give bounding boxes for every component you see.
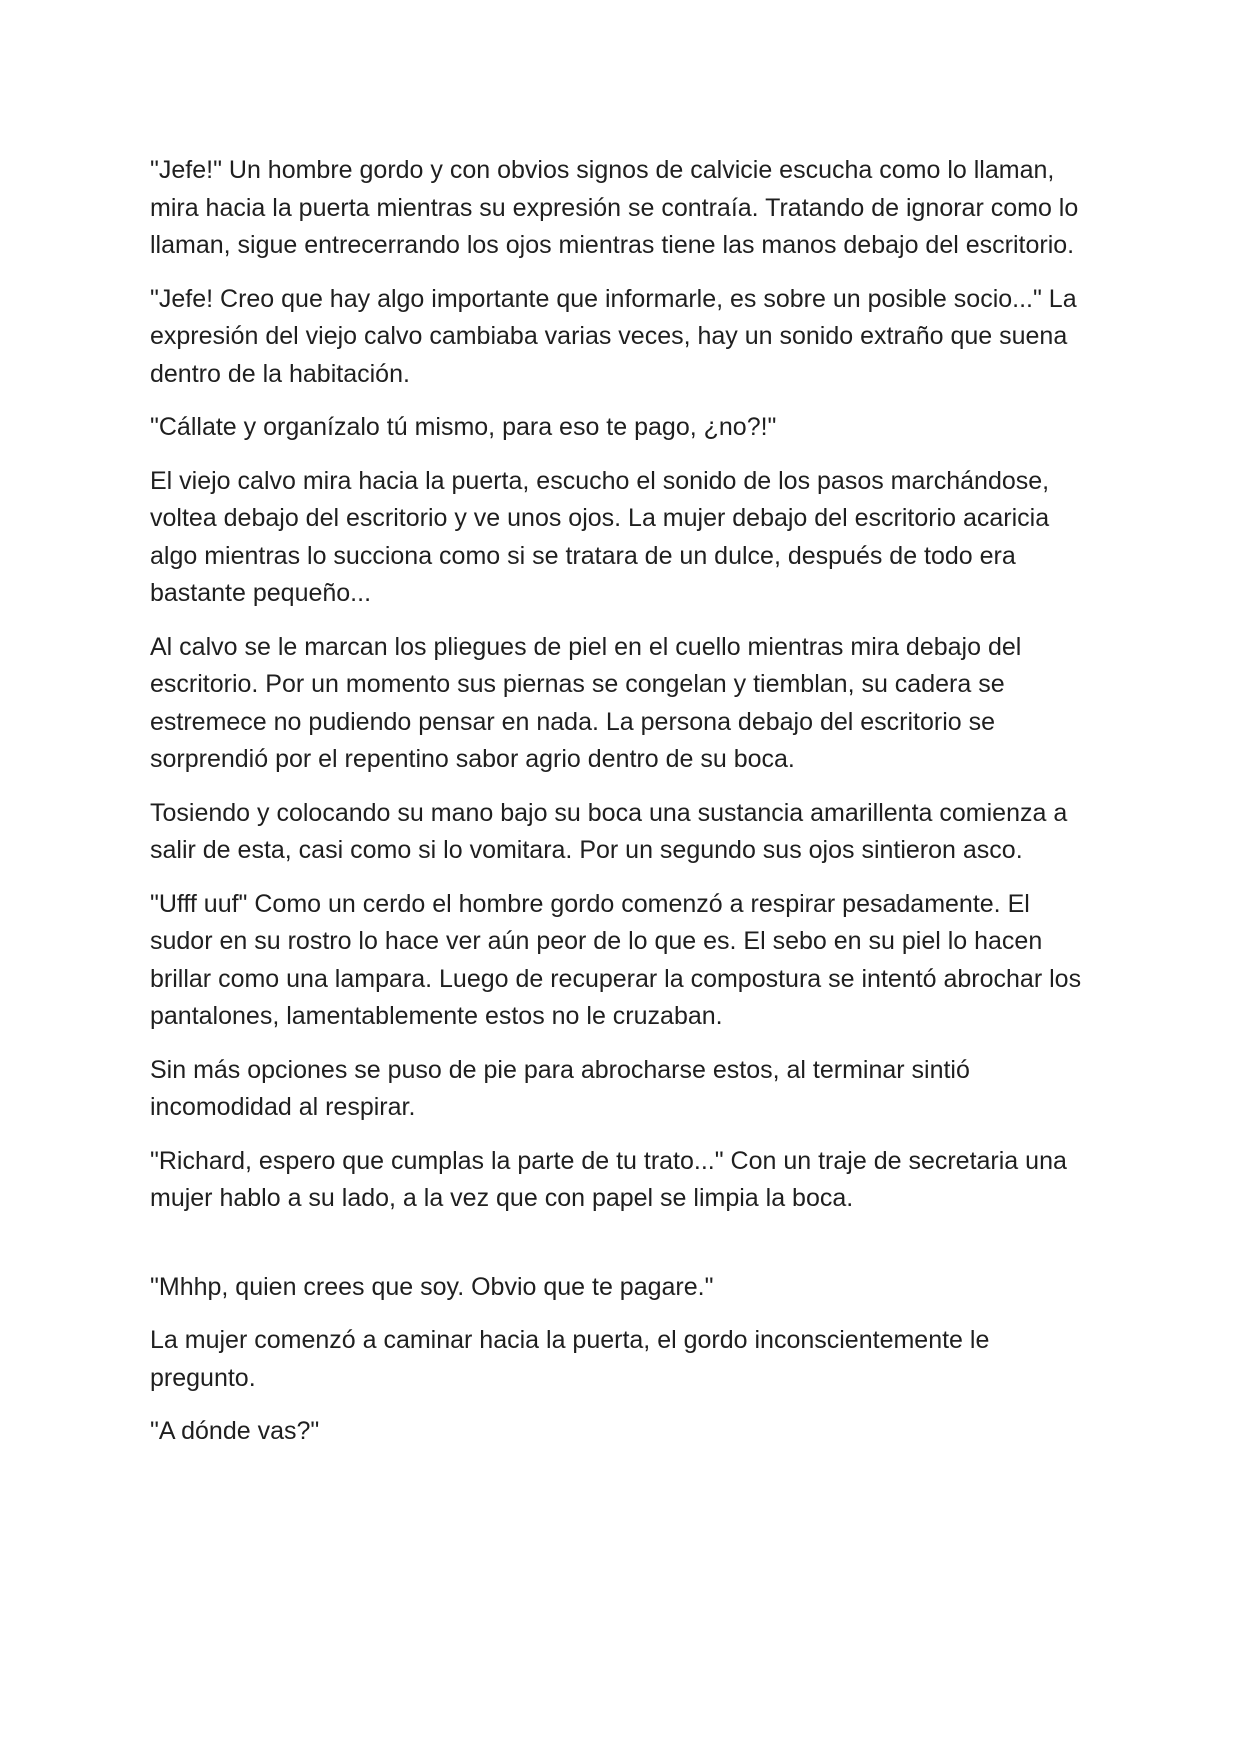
paragraph-4: El viejo calvo mira hacia la puerta, escucho el sonido de los pasos marchándose, voltea debajo del escritorio y ve unos ojos. La mujer debajo del escritorio acaricia algo mientras lo succiona como si se tratara de un dulce, después de todo era bastante pequeño... xyxy=(150,466,1050,607)
paragraph-5: Al calvo se le marcan los pliegues de piel en el cuello mientras mira debajo del escritorio. Por un momento sus piernas se congelan y tiemblan, su cadera se estremece no pudiendo pensar en nada. La persona debajo del escritorio se sorprendió por el repentino sabor agrio dentro de su boca. xyxy=(150,632,1022,773)
paragraph-3: "Cállate y organízalo tú mismo, para eso te pago, ¿no?!" xyxy=(150,413,777,441)
paragraph-12: "A dónde vas?" xyxy=(150,1417,320,1445)
body-text xyxy=(150,152,1095,1467)
paragraph-7: "Ufff uuf" Como un cerdo el hombre gordo comenzó a respirar pesadamente. El sudor en su rostro lo hace ver aún peor de lo que es. El sebo en su piel lo hacen brillar como una lampara. Luego de recuperar la compostura se intentó abrochar los pantalones, lamentablemente estos no le cruzaban. xyxy=(150,889,1082,1030)
paragraph-1: "Jefe!" Un hombre gordo y con obvios signos de calvicie escucha como lo llaman, mira hacia la puerta mientras su expresión se contraía. Tratando de ignorar como lo llaman, sigue entrecerrando los ojos mientras tiene las manos debajo del escritorio. xyxy=(150,156,1079,259)
paragraph-9: "Richard, espero que cumplas la parte de tu trato..." Con un traje de secretaria una mujer hablo a su lado, a la vez que con papel se limpia la boca. xyxy=(150,1146,1067,1212)
paragraph-10: "Mhhp, quien crees que soy. Obvio que te pagare." xyxy=(150,1272,714,1301)
paragraph-2: "Jefe! Creo que hay algo importante que informarle, es sobre un posible socio..." La expresión del viejo calvo cambiaba varias veces, hay un sonido extraño que suena dentro de la habitación. xyxy=(150,284,1077,388)
paragraph-6: Tosiendo y colocando su mano bajo su boca una sustancia amarillenta comienza a salir de esta, casi como si lo vomitara. Por un segundo sus ojos sintieron asco. xyxy=(150,798,1068,864)
paragraph-11: La mujer comenzó a caminar hacia la puerta, el gordo inconscientemente le pregunto. xyxy=(150,1326,990,1392)
paragraph-8: Sin más opciones se puso de pie para abrocharse estos, al terminar sintió incomodidad al respirar. xyxy=(150,1055,970,1121)
